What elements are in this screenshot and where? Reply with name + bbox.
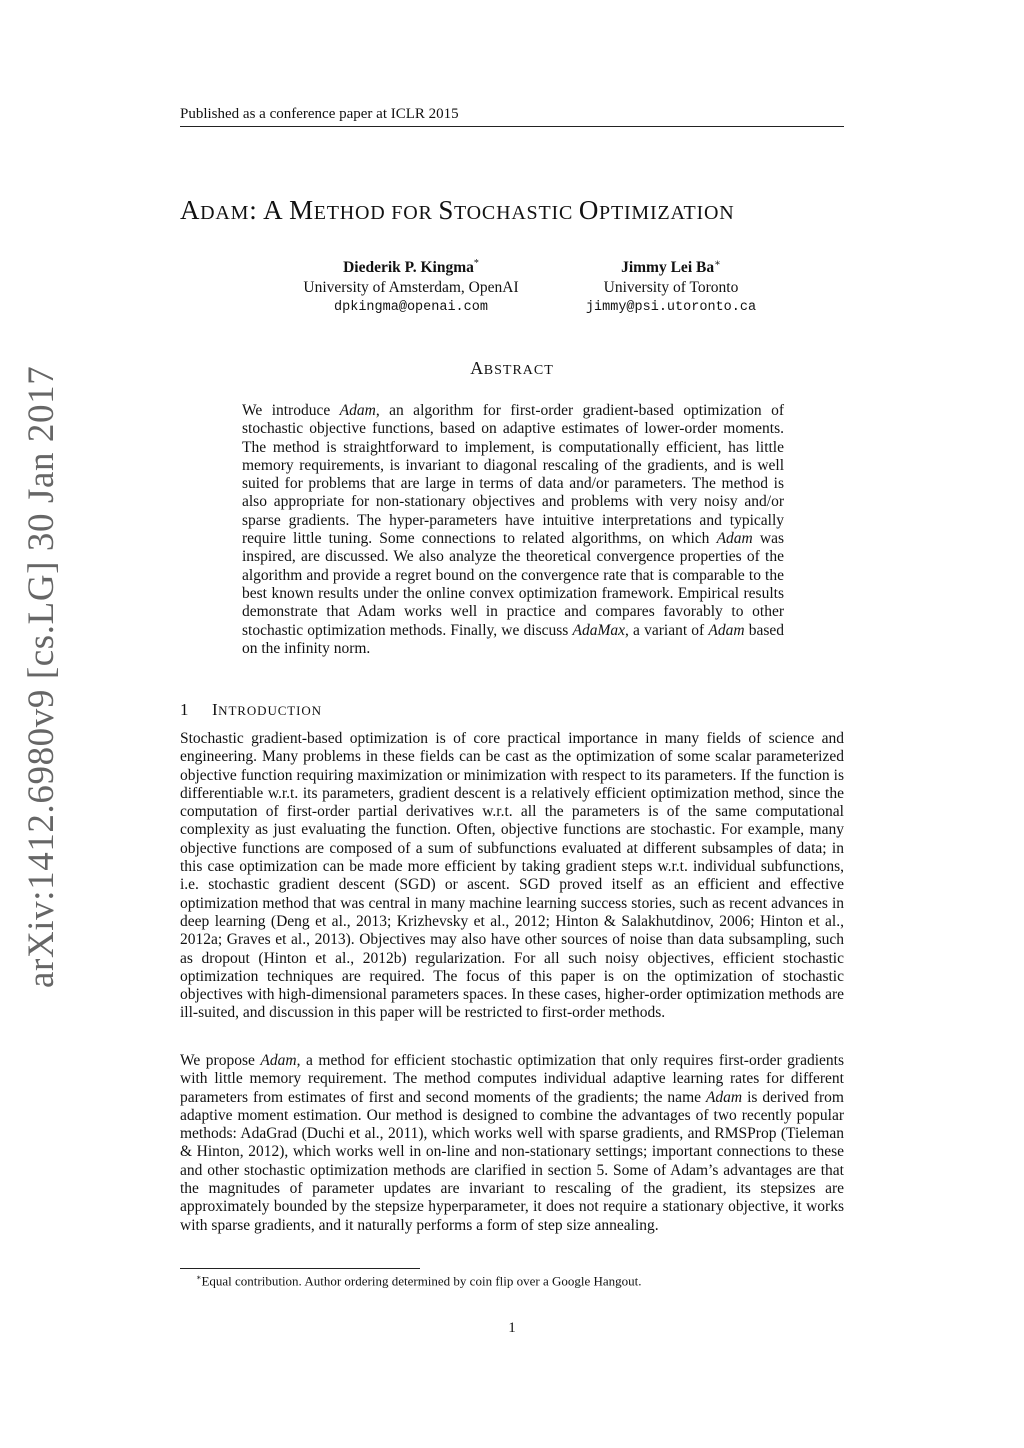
author-affiliation: University of Toronto — [603, 279, 739, 297]
abstract-heading: ABSTRACT — [470, 358, 554, 378]
author-name: Diederik P. Kingma* — [343, 258, 479, 277]
section-heading-introduction: 1 INTRODUCTION — [180, 700, 322, 719]
author-block-ba — [566, 254, 776, 318]
footnote: ∗Equal contribution. Author ordering determined by coin flip over a Google Hangout. — [196, 1273, 642, 1289]
paper-title: ADAM: A METHOD FOR STOCHASTIC OPTIMIZATION — [180, 195, 735, 225]
intro-paragraph-1: Stochastic gradient-based optimization is of core practical importance in many fields of science and engineering. Many problems in these fields can be cast as the optimization of some scalar parameterized objective function requiring maximization or minimization with respect to its parameters. If the function is differentiable w.r.t. its parameters, gradient descent is a relatively efficient optimization method, since the computation of first-order partial derivatives w.r.t. all the parameters is of the same computational complexity as just evaluating the function. Often, objective functions are stochastic. For example, many objective functions are composed of a sum of subfunctions evaluated at different subsamples of data; in this case optimization can be made more efficient by taking gradient steps w.r.t. individual subfunctions, i.e. stochastic gradient descent (SGD) or ascent. SGD proved itself as an efficient and effective optimization method that was central in many machine learning success stories, such as recent advances in deep learning (Deng et al., 2013; Krizhevsky et al., 2012; Hinton & Salakhutdinov, 2006; Hinton et al., 2012a; Graves et al., 2013). Objectives may also have other sources of noise than data subsampling, such as dropout (Hinton et al., 2012b) regularization. For all such noisy objectives, efficient stochastic optimization techniques are required. The focus of this paper is on the optimization of stochastic objectives with high-dimensional parameters spaces. In these cases, higher-order optimization methods are ill-suited, and discussion in this paper will be restricted to first-order methods. — [180, 730, 844, 1022]
footnote-rule — [180, 1268, 420, 1269]
author-email[interactable]: jimmy@psi.utoronto.ca — [585, 300, 757, 316]
author-email[interactable]: dpkingma@openai.com — [334, 300, 488, 316]
page-number: 1 — [508, 1320, 516, 1336]
abstract-text: We introduce Adam, an algorithm for first-order gradient-based optimization of stochastic objective functions, based on adaptive estimates of lower-order moments. The method is straightforward to implement, is computationally efficient, has little memory requirements, is invariant to diagonal rescaling of the gradients, and is well suited for problems that are large in terms of data and/or parameters. The method is also appropriate for non-stationary objectives and problems with very noisy and/or sparse gradients. The hyper-parameters have intuitive interpretations and typically require little tuning. Some connections to related algorithms, on which Adam was inspired, are discussed. We also analyze the theoretical convergence properties of the algorithm and provide a regret bound on the convergence rate that is comparable to the best known results under the online convex optimization framework. Empirical results demonstrate that Adam works well in practice and compares favorably to other stochastic optimization methods. Finally, we discuss AdaMax, a variant of Adam based on the infinity norm. — [242, 402, 785, 657]
author-name: Jimmy Lei Ba∗ — [621, 258, 721, 277]
author-affiliation: University of Amsterdam, OpenAI — [303, 279, 519, 297]
arxiv-stamp: arXiv:1412.6980v9 [cs.LG] 30 Jan 2017 — [21, 365, 62, 988]
author-block-kingma — [284, 254, 538, 318]
intro-paragraph-2: We propose Adam, a method for efficient stochastic optimization that only requires first-order gradients with little memory requirement. The method computes individual adaptive learning rates for different parameters from estimates of first and second moments of the gradients; the name Adam is derived from adaptive moment estimation. Our method is designed to combine the advantages of two recently popular methods: AdaGrad (Duchi et al., 2011), which works well with sparse gradients, and RMSProp (Tieleman & Hinton, 2012), which works well in on-line and non-stationary settings; important connections to these and other stochastic optimization methods are clarified in section 5. Some of Adam’s advantages are that the magnitudes of parameter updates are invariant to rescaling of the gradient, its stepsizes are approximately bounded by the stepsize hyperparameter, it does not require a stationary objective, it works with sparse gradients, and it naturally performs a form of step size annealing. — [180, 1052, 844, 1234]
running-header: Published as a conference paper at ICLR 2015 — [180, 104, 844, 127]
